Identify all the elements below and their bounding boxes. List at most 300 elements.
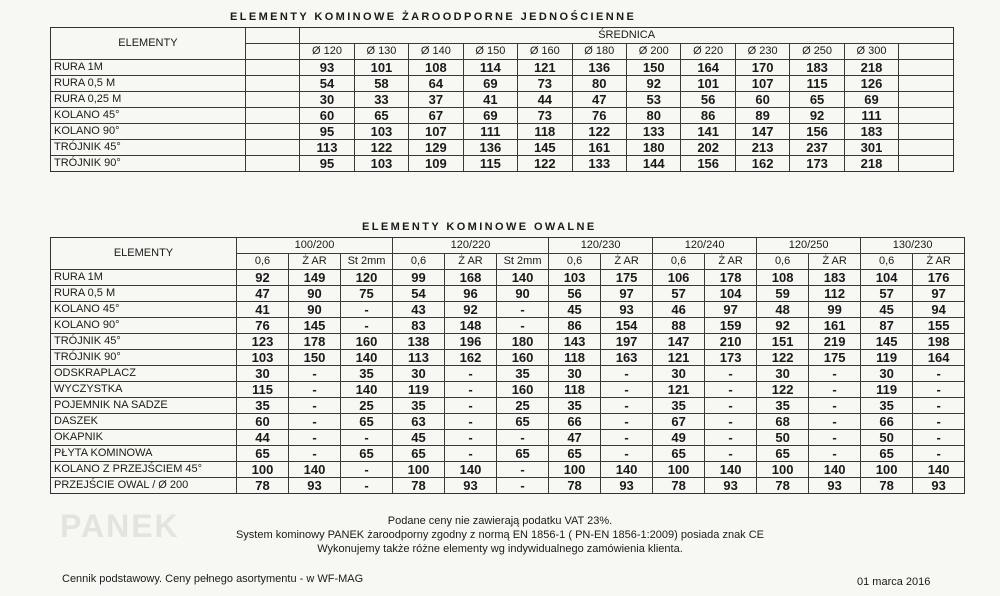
price-cell: 92	[237, 270, 289, 286]
price-cell: 35	[341, 366, 393, 382]
price-cell: -	[341, 462, 393, 478]
element-name: RURA 0,5 M	[51, 286, 237, 302]
size-group-header: 120/220	[393, 238, 549, 254]
price-cell: 109	[409, 156, 463, 172]
price-cell: 93	[705, 478, 757, 494]
diameter-header: Ø 140	[409, 44, 463, 60]
price-cell: 119	[861, 350, 913, 366]
price-cell: 65	[790, 92, 844, 108]
price-cell: 122	[518, 156, 572, 172]
price-cell: 35	[237, 398, 289, 414]
diameter-header: Ø 250	[790, 44, 844, 60]
price-cell: 210	[705, 334, 757, 350]
material-subheader: Ż AR	[289, 254, 341, 270]
price-cell: -	[601, 382, 653, 398]
price-cell: -	[809, 366, 861, 382]
price-cell: 78	[549, 478, 601, 494]
price-cell: 66	[861, 414, 913, 430]
price-cell: 114	[463, 60, 517, 76]
table1-spacer	[899, 124, 954, 140]
price-cell: -	[809, 382, 861, 398]
price-cell: 170	[735, 60, 789, 76]
price-cell: -	[445, 398, 497, 414]
price-cell: 65	[861, 446, 913, 462]
price-cell: -	[289, 430, 341, 446]
price-cell: 65	[757, 446, 809, 462]
custom-order-note: Wykonujemy także różne elementy wg indywidualnego zamówienia klienta.	[317, 543, 683, 555]
table-row	[51, 76, 954, 92]
price-cell: 41	[237, 302, 289, 318]
price-cell: 93	[445, 478, 497, 494]
price-cell: 25	[497, 398, 549, 414]
price-cell: 175	[601, 270, 653, 286]
price-cell: 92	[757, 318, 809, 334]
table-row	[51, 350, 965, 366]
price-cell: -	[497, 462, 549, 478]
table1-group-header: ŚREDNICA	[300, 28, 954, 44]
price-cell: 213	[735, 140, 789, 156]
price-cell: 56	[681, 92, 735, 108]
price-cell: 103	[354, 124, 408, 140]
price-cell: 100	[861, 462, 913, 478]
price-cell: 121	[653, 382, 705, 398]
size-group-header: 130/230	[861, 238, 965, 254]
price-cell: 30	[393, 366, 445, 382]
price-list-date: 01 marca 2016	[857, 576, 931, 588]
price-cell: -	[913, 430, 965, 446]
material-subheader: Ż AR	[913, 254, 965, 270]
price-cell: 45	[861, 302, 913, 318]
price-cell: 53	[626, 92, 680, 108]
price-cell: -	[601, 366, 653, 382]
price-cell: 33	[354, 92, 408, 108]
price-cell: 99	[809, 302, 861, 318]
price-cell: 56	[549, 286, 601, 302]
price-cell: 118	[549, 350, 601, 366]
price-cell: 90	[289, 286, 341, 302]
price-cell: 155	[913, 318, 965, 334]
price-cell: 47	[237, 286, 289, 302]
price-cell: -	[341, 478, 393, 494]
material-subheader: 0,6	[861, 254, 913, 270]
price-cell: -	[445, 430, 497, 446]
price-cell: 35	[497, 366, 549, 382]
element-name: KOLANO 90°	[51, 318, 237, 334]
price-cell: 121	[653, 350, 705, 366]
price-cell: 140	[445, 462, 497, 478]
price-cell: 66	[549, 414, 601, 430]
price-cell: -	[445, 382, 497, 398]
price-cell: 145	[861, 334, 913, 350]
price-cell: 25	[341, 398, 393, 414]
price-cell: 92	[626, 76, 680, 92]
price-cell: 103	[237, 350, 289, 366]
price-cell: 164	[913, 350, 965, 366]
price-cell: 111	[463, 124, 517, 140]
price-cell: 163	[601, 350, 653, 366]
price-cell: 41	[463, 92, 517, 108]
price-cell: 115	[790, 76, 844, 92]
price-cell: 69	[463, 76, 517, 92]
price-cell: -	[601, 398, 653, 414]
price-cell: 133	[572, 156, 626, 172]
price-cell: 80	[572, 76, 626, 92]
price-cell: 149	[289, 270, 341, 286]
price-cell: 97	[705, 302, 757, 318]
certification-note: System kominowy PANEK żaroodporny zgodny z normą EN 1856-1 ( PN-EN 1856-1:2009) posiada znak CE	[235, 529, 765, 541]
footer-note: Cennik podstawowy. Ceny pełnego asortymentu - w WF-MAG	[62, 573, 364, 585]
price-cell: 145	[289, 318, 341, 334]
price-cell: 69	[463, 108, 517, 124]
price-cell: 54	[393, 286, 445, 302]
price-cell: 58	[354, 76, 408, 92]
price-cell: -	[497, 478, 549, 494]
price-cell: 97	[913, 286, 965, 302]
price-cell: 138	[393, 334, 445, 350]
price-cell: 75	[341, 286, 393, 302]
price-cell: 183	[809, 270, 861, 286]
table-row	[51, 414, 965, 430]
price-cell: -	[913, 414, 965, 430]
table-row	[51, 382, 965, 398]
price-cell: 60	[237, 414, 289, 430]
price-cell: 78	[757, 478, 809, 494]
price-cell: 113	[300, 140, 354, 156]
table-row	[51, 430, 965, 446]
price-cell: 219	[809, 334, 861, 350]
price-cell: 64	[409, 76, 463, 92]
element-name: KOLANO 45°	[51, 108, 246, 124]
price-cell: 136	[463, 140, 517, 156]
price-cell: 202	[681, 140, 735, 156]
price-cell: -	[705, 366, 757, 382]
price-cell: 107	[409, 124, 463, 140]
price-cell: -	[289, 382, 341, 398]
price-cell: 115	[463, 156, 517, 172]
price-cell: 92	[790, 108, 844, 124]
price-cell: -	[809, 414, 861, 430]
price-cell: 197	[601, 334, 653, 350]
table1-spacer	[245, 124, 299, 140]
price-cell: 35	[653, 398, 705, 414]
price-cell: 80	[626, 108, 680, 124]
price-cell: 63	[393, 414, 445, 430]
price-cell: 90	[289, 302, 341, 318]
material-subheader: 0,6	[549, 254, 601, 270]
price-cell: 93	[913, 478, 965, 494]
price-cell: 95	[300, 156, 354, 172]
price-cell: 148	[445, 318, 497, 334]
price-cell: 218	[844, 156, 898, 172]
price-cell: 48	[757, 302, 809, 318]
table1-spacer	[899, 76, 954, 92]
price-cell: 140	[341, 350, 393, 366]
table2-title: ELEMENTY KOMINOWE OWALNE	[362, 221, 597, 233]
price-cell: 49	[653, 430, 705, 446]
price-cell: 88	[653, 318, 705, 334]
price-cell: -	[705, 430, 757, 446]
price-cell: 115	[237, 382, 289, 398]
price-cell: -	[705, 382, 757, 398]
price-cell: -	[497, 430, 549, 446]
price-cell: 129	[409, 140, 463, 156]
price-cell: 92	[445, 302, 497, 318]
size-group-header: 100/200	[237, 238, 393, 254]
price-cell: 100	[237, 462, 289, 478]
element-name: PŁYTA KOMINOWA	[51, 446, 237, 462]
price-cell: -	[705, 446, 757, 462]
price-cell: 93	[809, 478, 861, 494]
price-cell: 65	[354, 108, 408, 124]
price-cell: 160	[497, 382, 549, 398]
table-row	[51, 462, 965, 478]
table1-title: ELEMENTY KOMINOWE ŻAROODPORNE JEDNOŚCIENNE	[230, 11, 637, 23]
price-cell: 73	[518, 76, 572, 92]
diameter-header: Ø 130	[354, 44, 408, 60]
price-cell: 178	[289, 334, 341, 350]
price-cell: 69	[844, 92, 898, 108]
price-cell: 65	[497, 446, 549, 462]
price-cell: -	[601, 430, 653, 446]
price-cell: 101	[354, 60, 408, 76]
price-cell: 164	[681, 60, 735, 76]
price-cell: 301	[844, 140, 898, 156]
oval-elements-price-table	[50, 237, 965, 494]
round-elements-price-table	[50, 27, 954, 172]
table1-spacer	[899, 156, 954, 172]
vat-note: Podane ceny nie zawierają podatku VAT 23%.	[387, 515, 613, 527]
price-cell: 154	[601, 318, 653, 334]
price-cell: 162	[445, 350, 497, 366]
table1-spacer	[245, 156, 299, 172]
price-cell: 97	[601, 286, 653, 302]
price-cell: 122	[757, 350, 809, 366]
price-cell: -	[289, 366, 341, 382]
price-cell: -	[913, 446, 965, 462]
price-cell: -	[289, 414, 341, 430]
price-cell: 35	[861, 398, 913, 414]
price-cell: 90	[497, 286, 549, 302]
price-cell: 175	[809, 350, 861, 366]
price-cell: 103	[354, 156, 408, 172]
price-cell: 156	[681, 156, 735, 172]
price-cell: 86	[549, 318, 601, 334]
price-cell: 122	[354, 140, 408, 156]
price-cell: 47	[572, 92, 626, 108]
price-cell: 30	[861, 366, 913, 382]
price-cell: 106	[653, 270, 705, 286]
price-cell: 122	[757, 382, 809, 398]
element-name: PRZEJŚCIE OWAL / Ø 200	[51, 478, 237, 494]
price-cell: 118	[518, 124, 572, 140]
price-cell: 67	[653, 414, 705, 430]
price-cell: 30	[549, 366, 601, 382]
table1-spacer	[899, 92, 954, 108]
table-row	[51, 156, 954, 172]
price-cell: 160	[341, 334, 393, 350]
price-cell: 159	[705, 318, 757, 334]
price-cell: 196	[445, 334, 497, 350]
price-cell: -	[341, 318, 393, 334]
material-subheader: 0,6	[237, 254, 289, 270]
price-cell: 89	[735, 108, 789, 124]
price-cell: 65	[237, 446, 289, 462]
price-cell: 119	[393, 382, 445, 398]
price-cell: 87	[861, 318, 913, 334]
price-cell: 136	[572, 60, 626, 76]
price-cell: 140	[809, 462, 861, 478]
price-cell: 35	[757, 398, 809, 414]
price-cell: -	[705, 414, 757, 430]
table1-spacer	[899, 108, 954, 124]
diameter-header: Ø 220	[681, 44, 735, 60]
price-cell: 83	[393, 318, 445, 334]
price-cell: 101	[681, 76, 735, 92]
material-subheader: Ż AR	[705, 254, 757, 270]
price-cell: 65	[497, 414, 549, 430]
price-cell: 68	[757, 414, 809, 430]
price-cell: 121	[518, 60, 572, 76]
price-cell: 96	[445, 286, 497, 302]
price-cell: -	[497, 318, 549, 334]
diameter-header: Ø 180	[572, 44, 626, 60]
price-cell: 59	[757, 286, 809, 302]
price-cell: 76	[572, 108, 626, 124]
price-cell: 93	[601, 302, 653, 318]
price-cell: 93	[601, 478, 653, 494]
price-cell: 140	[705, 462, 757, 478]
price-cell: 57	[861, 286, 913, 302]
price-cell: 45	[393, 430, 445, 446]
price-cell: 30	[237, 366, 289, 382]
material-subheader: St 2mm	[497, 254, 549, 270]
material-subheader: Ż AR	[809, 254, 861, 270]
price-cell: 218	[844, 60, 898, 76]
table-row	[51, 140, 954, 156]
price-cell: 144	[626, 156, 680, 172]
price-cell: 140	[913, 462, 965, 478]
price-cell: 108	[757, 270, 809, 286]
material-subheader: 0,6	[757, 254, 809, 270]
price-cell: -	[913, 398, 965, 414]
table1-spacer	[245, 92, 299, 108]
diameter-header: Ø 160	[518, 44, 572, 60]
price-cell: 112	[809, 286, 861, 302]
price-cell: 73	[518, 108, 572, 124]
price-cell: 93	[289, 478, 341, 494]
price-cell: 161	[809, 318, 861, 334]
table-row	[51, 478, 965, 494]
price-cell: 43	[393, 302, 445, 318]
price-cell: 47	[549, 430, 601, 446]
price-cell: 156	[790, 124, 844, 140]
price-cell: 45	[549, 302, 601, 318]
element-name: POJEMNIK NA SADZE	[51, 398, 237, 414]
price-cell: -	[497, 302, 549, 318]
table1-spacer	[245, 108, 299, 124]
table-row	[51, 318, 965, 334]
price-cell: -	[913, 382, 965, 398]
price-cell: 78	[237, 478, 289, 494]
price-cell: 65	[341, 414, 393, 430]
price-cell: 76	[237, 318, 289, 334]
price-cell: 108	[409, 60, 463, 76]
diameter-header: Ø 300	[844, 44, 898, 60]
element-name: KOLANO 45°	[51, 302, 237, 318]
price-cell: 78	[653, 478, 705, 494]
price-cell: 94	[913, 302, 965, 318]
price-cell: 180	[626, 140, 680, 156]
element-name: DASZEK	[51, 414, 237, 430]
price-cell: -	[705, 398, 757, 414]
price-cell: 198	[913, 334, 965, 350]
element-name: OKAPNIK	[51, 430, 237, 446]
price-cell: 46	[653, 302, 705, 318]
price-cell: -	[601, 446, 653, 462]
element-name: TRÓJNIK 45°	[51, 334, 237, 350]
table-row	[51, 286, 965, 302]
price-cell: 78	[861, 478, 913, 494]
price-cell: 93	[300, 60, 354, 76]
table-row	[51, 302, 965, 318]
element-name: WYCZYSTKA	[51, 382, 237, 398]
price-cell: 65	[653, 446, 705, 462]
price-cell: 65	[549, 446, 601, 462]
element-name: KOLANO Z PRZEJŚCIEM 45°	[51, 462, 237, 478]
material-subheader: St 2mm	[341, 254, 393, 270]
material-subheader: Ż AR	[445, 254, 497, 270]
price-cell: 113	[393, 350, 445, 366]
diameter-header: Ø 200	[626, 44, 680, 60]
table-row	[51, 124, 954, 140]
price-cell: 160	[497, 350, 549, 366]
table1-corner-header: ELEMENTY	[51, 28, 246, 60]
price-cell: 100	[757, 462, 809, 478]
price-cell: -	[445, 366, 497, 382]
price-cell: 60	[300, 108, 354, 124]
element-name: TRÓJNIK 90°	[51, 350, 237, 366]
price-cell: -	[809, 398, 861, 414]
price-cell: 145	[518, 140, 572, 156]
table1-spacer	[245, 60, 299, 76]
price-cell: 44	[237, 430, 289, 446]
table1-spacer	[899, 60, 954, 76]
price-cell: -	[913, 366, 965, 382]
price-cell: 35	[549, 398, 601, 414]
table-row	[51, 60, 954, 76]
price-cell: 168	[445, 270, 497, 286]
table1-spacer	[899, 140, 954, 156]
size-group-header: 120/230	[549, 238, 653, 254]
element-name: TRÓJNIK 45°	[51, 140, 246, 156]
price-cell: 95	[300, 124, 354, 140]
element-name: RURA 1M	[51, 270, 237, 286]
price-cell: -	[809, 446, 861, 462]
price-cell: 162	[735, 156, 789, 172]
price-cell: 107	[735, 76, 789, 92]
price-cell: 50	[757, 430, 809, 446]
price-cell: 178	[705, 270, 757, 286]
price-cell: 126	[844, 76, 898, 92]
table-row	[51, 92, 954, 108]
price-cell: -	[289, 398, 341, 414]
price-cell: 120	[341, 270, 393, 286]
table-row	[51, 398, 965, 414]
material-subheader: 0,6	[393, 254, 445, 270]
price-cell: 140	[289, 462, 341, 478]
price-cell: 237	[790, 140, 844, 156]
price-cell: 147	[735, 124, 789, 140]
